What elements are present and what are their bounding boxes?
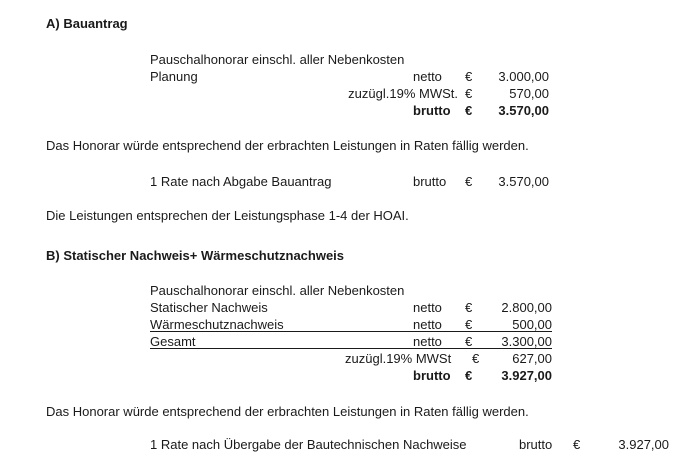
section-a-rates-note: Das Honorar würde entsprechend der erbrachten Leistungen in Raten fällig werden.: [46, 138, 529, 153]
section-a-intro: Pauschalhonorar einschl. aller Nebenkosten: [150, 52, 405, 67]
euro-sign: €: [465, 300, 473, 315]
section-b-heading: B) Statischer Nachweis+ Wärmeschutznachweis: [46, 248, 345, 263]
section-a-vat-amount: 570,00: [509, 86, 549, 101]
section-b-brutto-amount: 3.927,00: [501, 368, 552, 383]
section-b-row-label: Statischer Nachweis: [150, 300, 268, 315]
euro-sign: €: [465, 174, 473, 189]
euro-sign: €: [465, 86, 473, 101]
section-a-rate-kind: brutto: [413, 174, 447, 189]
section-b-rate-kind: brutto: [519, 437, 553, 452]
euro-sign: €: [465, 334, 473, 349]
section-b-row-kind: netto: [413, 317, 442, 332]
section-a-vat-label: zuzügl.19% MWSt.: [348, 86, 458, 101]
section-b-row-amount: 500,00: [512, 317, 552, 332]
section-a-brutto-label: brutto: [413, 103, 451, 118]
section-b-row-amount: 2.800,00: [501, 300, 552, 315]
section-a-row-amount: 3.000,00: [498, 69, 549, 84]
section-a-rate-label: 1 Rate nach Abgabe Bauantrag: [150, 174, 332, 189]
euro-sign: €: [465, 69, 473, 84]
section-b-row-label: Wärmeschutznachweis: [150, 317, 284, 332]
euro-sign: €: [573, 437, 581, 452]
section-b-rate-label: 1 Rate nach Übergabe der Bautechnischen Nachweise: [150, 437, 467, 452]
section-b-brutto-label: brutto: [413, 368, 451, 383]
section-a-rate-amount: 3.570,00: [498, 174, 549, 189]
section-b-total-amount: 3.300,00: [501, 334, 552, 349]
total-rule: [150, 348, 552, 349]
section-b-vat-label: zuzügl.19% MWSt: [345, 351, 452, 366]
euro-sign: €: [465, 103, 473, 118]
section-a-brutto-amount: 3.570,00: [498, 103, 549, 118]
euro-sign: €: [465, 317, 473, 332]
subtotal-rule: [150, 331, 552, 332]
euro-sign: €: [472, 351, 480, 366]
euro-sign: €: [465, 368, 473, 383]
section-b-total-label: Gesamt: [150, 334, 196, 349]
section-a-heading: A) Bauantrag: [46, 16, 128, 31]
section-b-vat-amount: 627,00: [512, 351, 552, 366]
section-b-total-kind: netto: [413, 334, 442, 349]
section-b-row-kind: netto: [413, 300, 442, 315]
section-b-rates-note: Das Honorar würde entsprechend der erbrachten Leistungen in Raten fällig werden.: [46, 404, 529, 419]
section-a-row-label: Planung: [150, 69, 198, 84]
section-b-intro: Pauschalhonorar einschl. aller Nebenkosten: [150, 283, 405, 298]
section-b-rate-amount: 3.927,00: [618, 437, 669, 452]
section-a-row-kind: netto: [413, 69, 442, 84]
section-a-phase-note: Die Leistungen entsprechen der Leistungsphase 1-4 der HOAI.: [46, 208, 409, 223]
